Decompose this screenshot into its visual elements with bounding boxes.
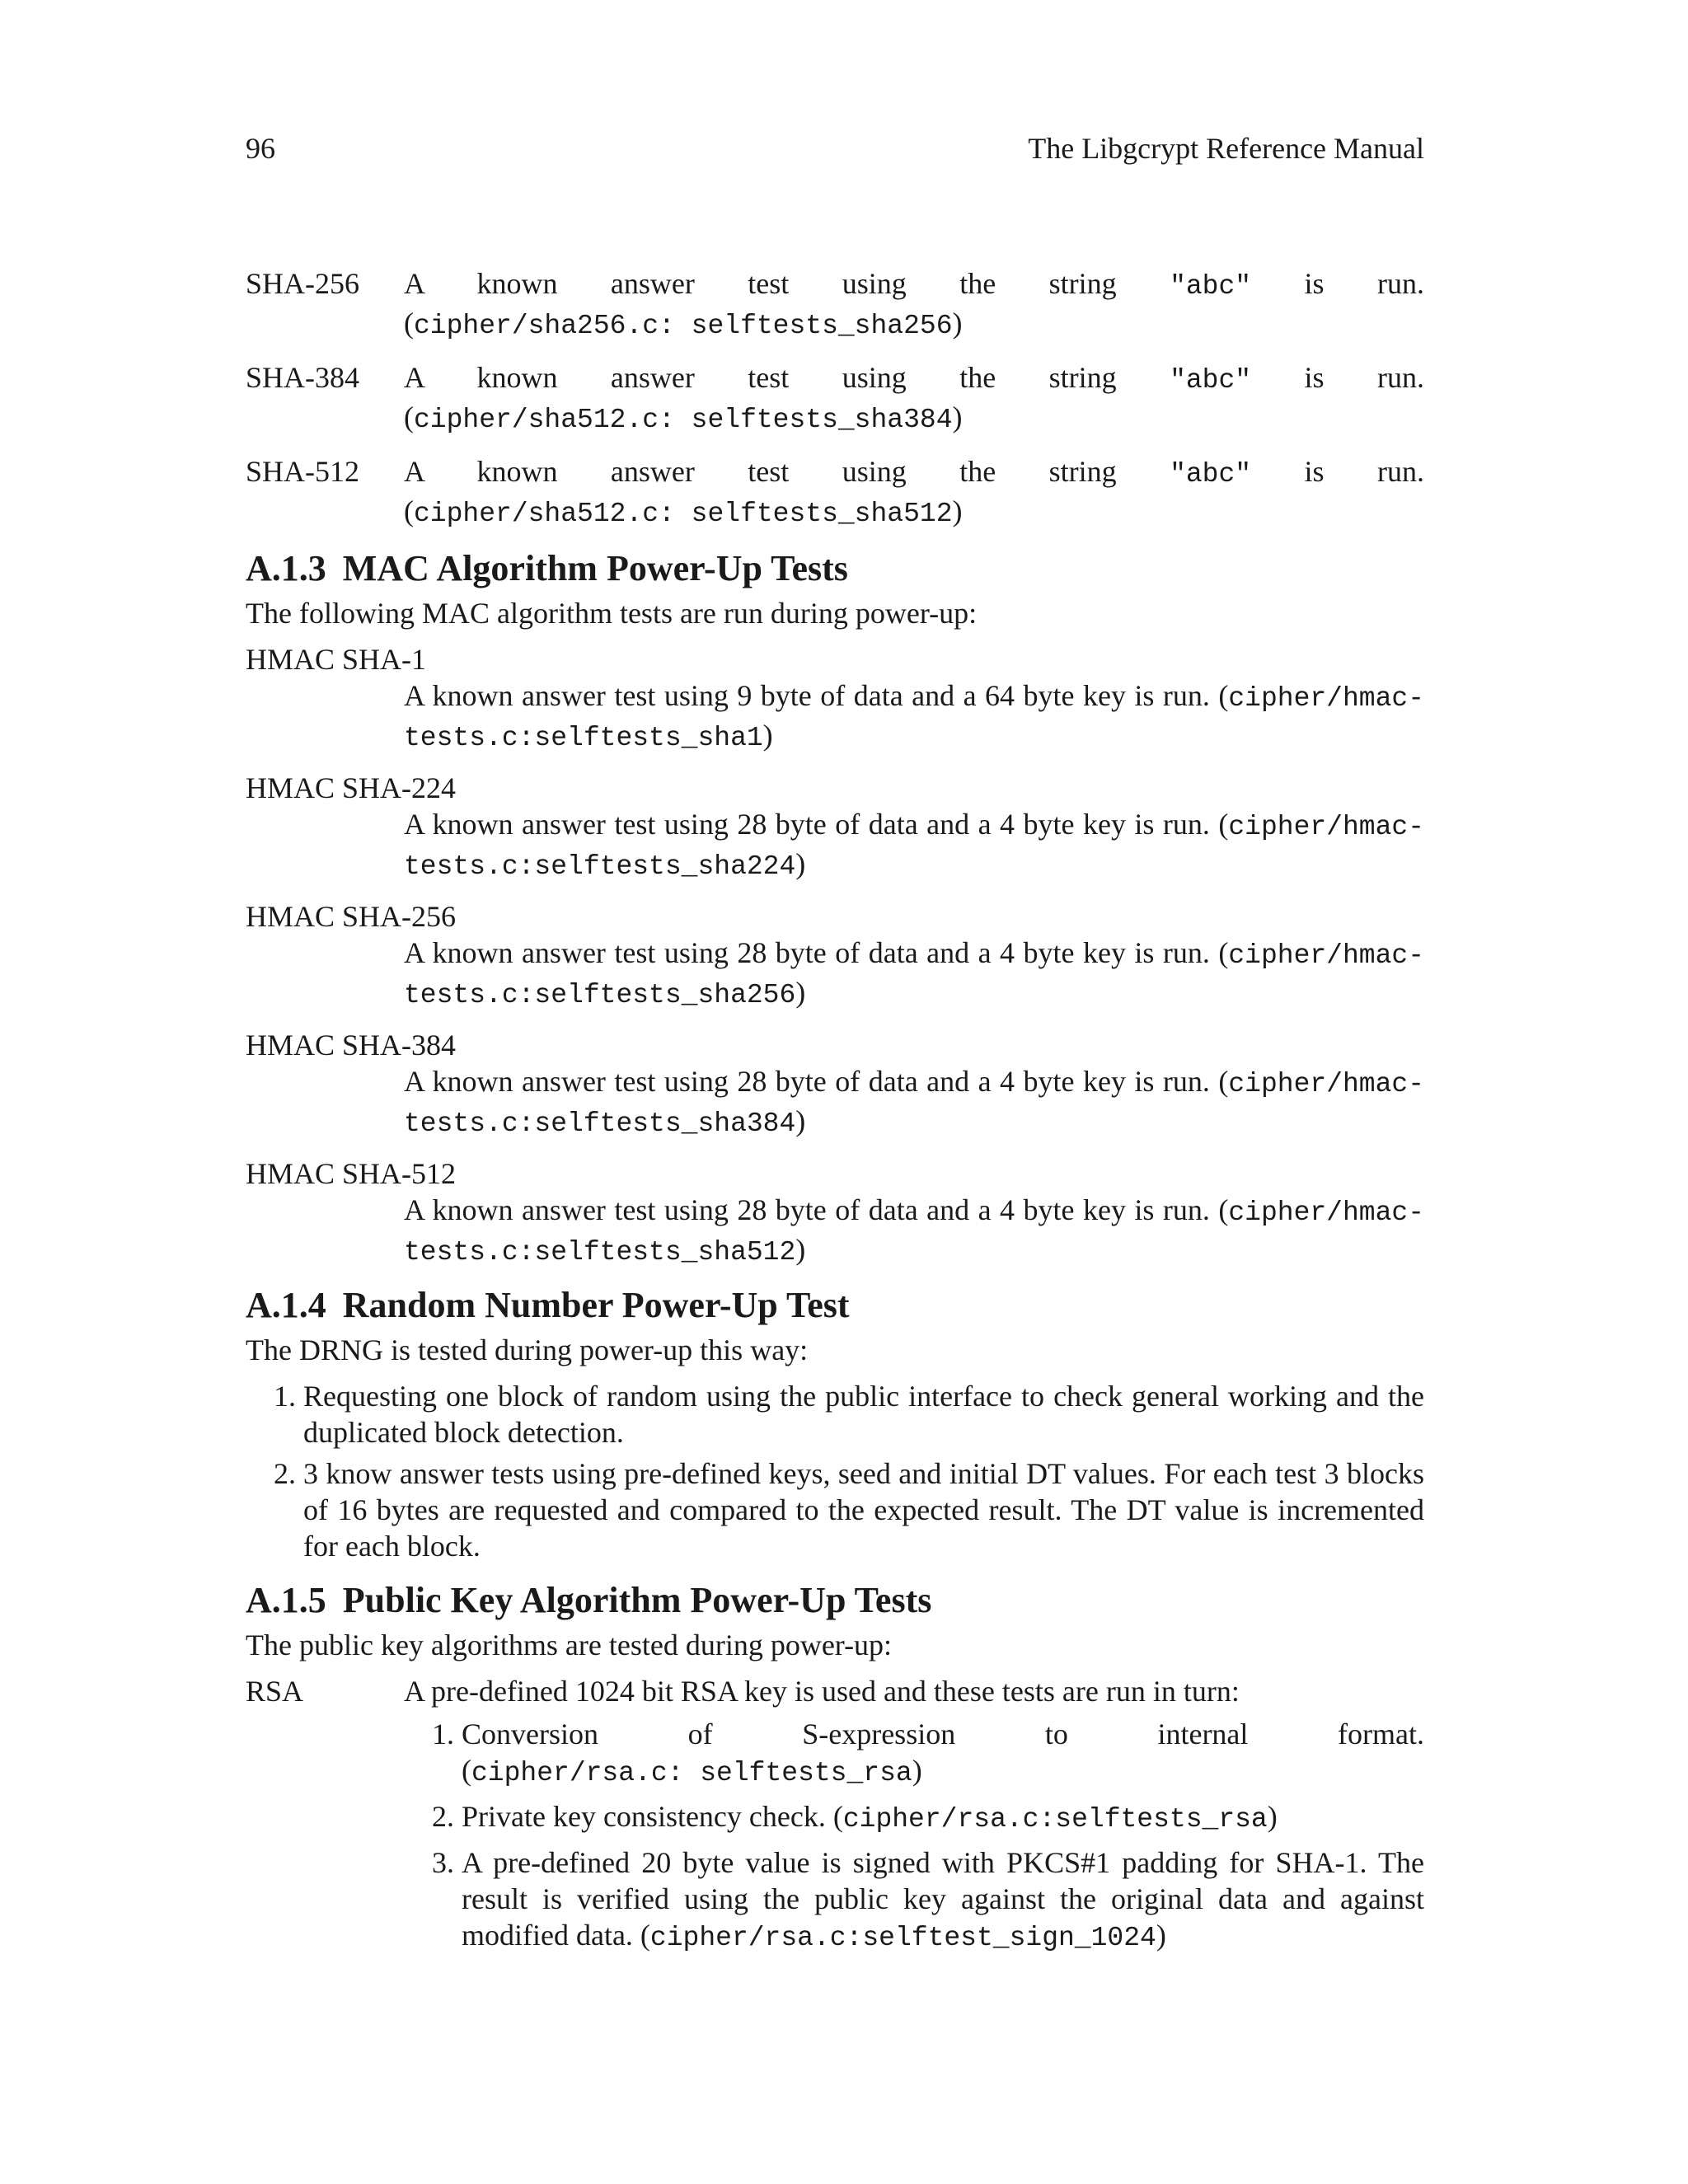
list-item: 3. A pre-defined 20 byte value is signed with PKCS#1 padding for SHA-1. The result is verified using the public key against the original data and against modified data. (cipher/rsa.c:selftest_sign_1024)	[462, 1844, 1424, 1957]
entry-term: HMAC SHA-256	[246, 900, 457, 933]
rsa-entry	[246, 1673, 1424, 1963]
entry-description: A pre-defined 1024 bit RSA key is used and these tests are run in turn: 1. Conversion of S-expression to internal format. (cipher/rsa.c: selftests_rsa) 2. Private key consistency check. (cipher/rsa.c:selftests_rsa) 3. A pre-defined 20 byte value is signed with PKCS#1 padding for SHA-1. The result is verified using the public key against the original data and against modified data. (cipher/rsa.c:selftest_sign_1024)	[404, 1673, 1424, 1963]
hmac-sha256-entry	[246, 898, 1424, 1014]
source-reference: cipher/hmac-tests.c:selftests_sha512	[404, 1197, 1424, 1268]
entry-description: A known answer test using 9 byte of data and a 64 byte key is run. (cipher/hmac-tests.c:selftests_sha1)	[404, 679, 1424, 753]
section-heading-pk: A.1.5 Public Key Algorithm Power-Up Tests	[246, 1580, 932, 1620]
source-reference: cipher/sha512.c: selftests_sha512	[414, 499, 953, 529]
entry-term: HMAC SHA-1	[246, 643, 427, 676]
rsa-test-steps	[404, 1716, 1424, 1957]
source-reference: cipher/hmac-tests.c:selftests_sha224	[404, 812, 1424, 882]
section-heading-mac: A.1.3 MAC Algorithm Power-Up Tests	[246, 548, 848, 588]
section-intro: The public key algorithms are tested during power-up:	[246, 1629, 893, 1661]
section-intro: The following MAC algorithm tests are run during power-up:	[246, 597, 978, 630]
list-item: 1. Conversion of S-expression to internal format. (cipher/rsa.c: selftests_rsa)	[462, 1716, 1424, 1792]
hmac-sha512-entry	[246, 1155, 1424, 1271]
source-reference: cipher/sha256.c: selftests_sha256	[414, 311, 953, 341]
hmac-sha224-entry	[246, 770, 1424, 885]
source-reference: cipher/hmac-tests.c:selftests_sha256	[404, 940, 1424, 1010]
entry-term: SHA-384	[246, 361, 360, 394]
entry-term: HMAC SHA-384	[246, 1029, 457, 1062]
source-reference: cipher/rsa.c:selftests_rsa	[842, 1804, 1268, 1835]
hmac-sha1-entry	[246, 641, 1424, 757]
list-item: 1. Requesting one block of random using the public interface to check general working and the duplicated block detection.	[303, 1378, 1424, 1451]
page-number: 96	[246, 132, 275, 165]
sha512-entry	[246, 453, 1424, 532]
section-intro: The DRNG is tested during power-up this way:	[246, 1333, 809, 1366]
source-reference: cipher/rsa.c: selftests_rsa	[471, 1758, 912, 1788]
rng-test-list	[246, 1378, 1424, 1564]
source-reference: cipher/sha512.c: selftests_sha384	[414, 405, 953, 435]
entry-term: HMAC SHA-512	[246, 1157, 457, 1190]
entry-description: A known answer test using 28 byte of data and a 4 byte key is run. (cipher/hmac-tests.c:selftests_sha256)	[404, 936, 1424, 1010]
entry-term: SHA-256	[246, 267, 360, 300]
entry-term: SHA-512	[246, 455, 360, 488]
sha256-entry	[246, 265, 1424, 344]
entry-term: HMAC SHA-224	[246, 771, 457, 804]
running-title: The Libgcrypt Reference Manual	[1028, 132, 1424, 165]
page-body	[246, 265, 1424, 1978]
page-header	[246, 130, 1424, 166]
hmac-sha384-entry	[246, 1027, 1424, 1142]
source-reference: cipher/hmac-tests.c:selftests_sha384	[404, 1069, 1424, 1139]
source-reference: cipher/hmac-tests.c:selftests_sha1	[404, 683, 1424, 753]
section-heading-rng: A.1.4 Random Number Power-Up Test	[246, 1285, 850, 1325]
source-reference: cipher/rsa.c:selftest_sign_1024	[649, 1923, 1156, 1953]
list-item: 2. 3 know answer tests using pre-defined keys, seed and initial DT values. For each test 3 blocks of 16 bytes are requested and compared to the expected result. The DT value is incremented for each block.	[303, 1455, 1424, 1564]
list-item: 2. Private key consistency check. (cipher/rsa.c:selftests_rsa)	[462, 1798, 1424, 1838]
entry-description: A known answer test using 28 byte of data and a 4 byte key is run. (cipher/hmac-tests.c:selftests_sha224)	[404, 808, 1424, 882]
entry-description: A known answer test using the string "abc" is run. (cipher/sha256.c: selftests_sha256)	[404, 267, 1425, 341]
sha384-entry	[246, 359, 1424, 438]
entry-description: A known answer test using the string "abc" is run. (cipher/sha512.c: selftests_sha512)	[404, 455, 1425, 529]
entry-description: A known answer test using 28 byte of data and a 4 byte key is run. (cipher/hmac-tests.c:selftests_sha512)	[404, 1193, 1424, 1268]
entry-term: RSA	[246, 1675, 304, 1708]
entry-description: A known answer test using the string "abc" is run. (cipher/sha512.c: selftests_sha384)	[404, 361, 1425, 435]
entry-description: A known answer test using 28 byte of data and a 4 byte key is run. (cipher/hmac-tests.c:selftests_sha384)	[404, 1065, 1424, 1139]
